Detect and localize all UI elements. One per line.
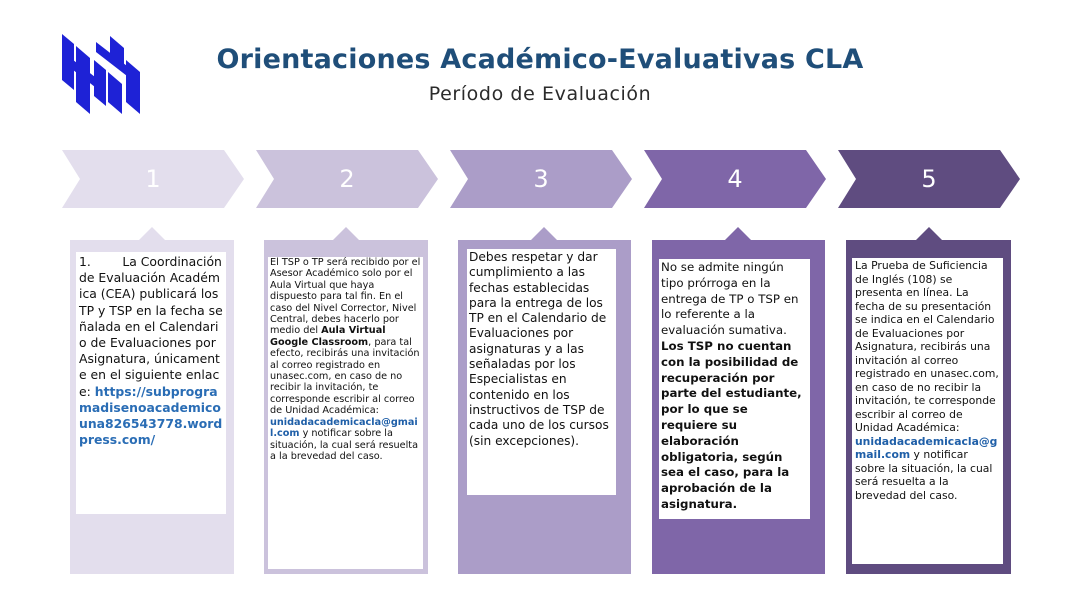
card-5-body: La Prueba de Suficiencia de Inglés (108) se presenta en línea. La fecha de su presentación se indica en el Calendario de Evaluaciones por Asignatura, recibirás una invitación al correo registrado en unasec.com, en caso de no recibir la invitación, te corresponde escribir al correo de Unidad Académica:: [855, 259, 999, 434]
step-card-4: [652, 240, 825, 574]
card-2-body-c: y notificar sobre la situación, la cual será resuelta a la brevedad del caso.: [270, 428, 419, 462]
card-2-bold: Aula Virtual Google Classroom: [270, 325, 386, 348]
card-5-body-b: y notificar sobre la situación, la cual será resuelta a la brevedad del caso.: [855, 448, 993, 502]
card-1-text: [76, 252, 226, 514]
step-chevron-2: [256, 150, 438, 208]
card-4-body: No se admite ningún tipo prórroga en la entrega de TP o TSP en lo referente a la evaluación sumativa.: [661, 260, 799, 338]
card-2-body-a: El TSP o TP será recibido por el Asesor Académico solo por el Aula Virtual que haya dispuesto para tal fin. En el caso del Nivel Corrector, Nivel Central, debes hacerlo por medio del: [270, 257, 421, 337]
card-5-email-link[interactable]: unidadacademicacla@gmail.com: [855, 434, 998, 461]
card-2-body-b: , para tal efecto, recibirás una invitación al correo registrado en unasec.com, en caso de no recibir la invitación, te corresponde escribir al correo de Unidad Académica:: [270, 336, 420, 417]
step-card-3: [458, 240, 631, 574]
subprograma-link[interactable]: https://subprogramadisenoacademicouna826543778.wordpress.com/: [79, 383, 223, 448]
step-card-5: [846, 240, 1011, 574]
step-chevron-4: [644, 150, 826, 208]
page-subtitle: Período de Evaluación: [428, 83, 652, 105]
card-4-text: [659, 259, 810, 519]
step-number-4: 4: [727, 165, 743, 193]
page-title: Orientaciones Académico-Evaluativas CLA: [216, 44, 864, 75]
card-5-text: [852, 258, 1003, 564]
step-chevron-1: [62, 150, 244, 208]
card-1-body: 1. La Coordinación de Evaluación Académica (CEA) publicará los TP y TSP en la fecha señalada en el Calendario de Evaluaciones por Asignatura, únicamente en el siguiente enlace:: [79, 254, 223, 399]
card-3-text: [467, 249, 616, 495]
step-chevron-3: [450, 150, 632, 208]
card-3-body: Debes respetar y dar cumplimiento a las fechas establecidas para la entrega de los TP en el Calendario de Evaluaciones por asignaturas y a las señaladas por los Especialistas en contenido en los instructivos de TSP de cada uno de los cursos (sin excepciones).: [469, 250, 609, 448]
step-card-1: [70, 240, 234, 574]
step-number-3: 3: [533, 165, 549, 193]
card-4-bold: Los TSP no cuentan con la posibilidad de recuperación por parte del estudiante, por lo que se requiere su elaboración obligatoria, según sea el caso, para la aprobación de la asignatura.: [661, 338, 802, 511]
card-2-text: [268, 257, 423, 569]
step-number-1: 1: [145, 165, 161, 193]
step-card-2: [264, 240, 428, 574]
step-chevron-5: [838, 150, 1020, 208]
una-logo: [60, 30, 144, 118]
step-number-2: 2: [339, 165, 355, 193]
card-2-email-link[interactable]: unidadacademicacla@gmail.com: [270, 416, 418, 440]
step-number-5: 5: [921, 165, 937, 193]
